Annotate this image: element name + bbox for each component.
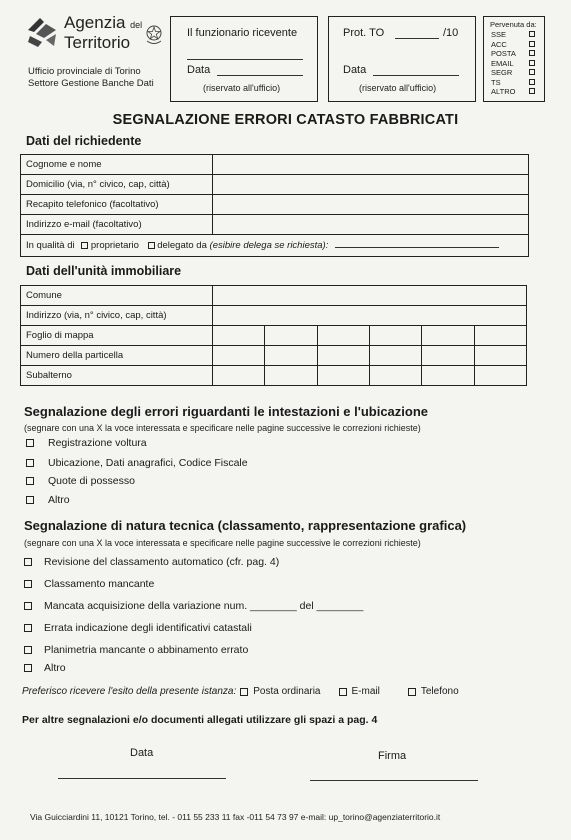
pervenuta-item[interactable]: TS	[491, 78, 535, 88]
foglio-cell[interactable]	[265, 326, 317, 346]
particella-cell[interactable]	[317, 346, 369, 366]
proprietario-label: proprietario	[90, 240, 139, 251]
comune-field[interactable]	[213, 286, 527, 306]
particella-cell[interactable]	[213, 346, 265, 366]
foglio-cell[interactable]	[474, 326, 526, 346]
row-label: Domicilio (via, n° civico, cap, città)	[21, 175, 213, 195]
checkbox[interactable]	[529, 50, 535, 56]
row-label: Subalterno	[21, 366, 213, 386]
table-row	[21, 175, 529, 195]
republic-emblem-icon	[145, 22, 163, 46]
pervenuta-item[interactable]: EMAIL	[491, 59, 535, 69]
altre-segnalazioni-note: Per altre segnalazioni e/o documenti allegati utilizzare gli spazi a pag. 4	[22, 714, 378, 726]
unita-table	[20, 285, 527, 386]
pervenuta-item[interactable]: SEGR	[491, 68, 535, 78]
option-label: Quote di possesso	[48, 475, 135, 487]
subalterno-cell[interactable]	[422, 366, 474, 386]
agency-name: Agenzia del Territorio	[64, 13, 143, 52]
delegato-checkbox[interactable]	[148, 242, 155, 249]
particella-cell[interactable]	[265, 346, 317, 366]
option-mancata-acquisizione[interactable]	[24, 600, 363, 612]
table-row	[21, 235, 529, 257]
checkbox[interactable]	[24, 580, 32, 588]
option-label: Classamento mancante	[44, 578, 155, 590]
pref-telefono[interactable]	[408, 686, 459, 697]
option-label: Planimetria mancante o abbinamento errato	[44, 644, 249, 656]
pervenuta-item[interactable]: SSE	[491, 30, 535, 40]
checkbox[interactable]	[339, 688, 347, 696]
funzionario-data-field[interactable]	[217, 75, 303, 76]
preference-label: Preferisco ricevere l'esito della presente istanza:	[22, 686, 237, 697]
option-quote-possesso[interactable]	[26, 475, 135, 487]
data-label: Data	[130, 747, 154, 759]
pref-email[interactable]	[339, 686, 380, 697]
table-row	[21, 195, 529, 215]
funzionario-data-label: Data	[187, 64, 211, 76]
delegato-field[interactable]	[335, 247, 499, 248]
subalterno-cell[interactable]	[474, 366, 526, 386]
row-label: Indirizzo e-mail (facoltativo)	[21, 215, 213, 235]
option-label: Ubicazione, Dati anagrafici, Codice Fiscale	[48, 457, 248, 469]
prot-reserved-note: (riservato all'ufficio)	[359, 83, 437, 93]
checkbox[interactable]	[529, 41, 535, 47]
option-label: Registrazione voltura	[48, 437, 147, 449]
prot-data-label: Data	[343, 64, 367, 76]
row-label: Foglio di mappa	[21, 326, 213, 346]
checkbox[interactable]	[24, 664, 32, 672]
checkbox[interactable]	[529, 88, 535, 94]
subalterno-cell[interactable]	[213, 366, 265, 386]
page-title: SEGNALAZIONE ERRORI CATASTO FABBRICATI	[112, 112, 459, 128]
pervenuta-title: Pervenuta da:	[490, 20, 537, 29]
qualita-row	[21, 235, 529, 257]
checkbox[interactable]	[26, 459, 34, 467]
subalterno-cell[interactable]	[265, 366, 317, 386]
option-label: Posta ordinaria	[253, 686, 321, 697]
footer-contact: Via Guicciardini 11, 10121 Torino, tel. - 011 55 233 11 fax -011 54 73 97 e-mail: up_torino@agenziaterritorio.it	[30, 812, 441, 822]
pervenuta-item[interactable]: ALTRO	[491, 87, 535, 97]
pref-posta[interactable]	[240, 686, 320, 697]
checkbox[interactable]	[529, 69, 535, 75]
checkbox[interactable]	[24, 624, 32, 632]
option-classamento-mancante[interactable]	[24, 578, 154, 590]
tecnica-note: (segnare con una X la voce interessata e specificare nelle pagine successive le correzioni richieste)	[24, 538, 421, 548]
table-row	[21, 306, 527, 326]
checkbox[interactable]	[529, 31, 535, 37]
intestazioni-heading: Segnalazione degli errori riguardanti le intestazioni e l'ubicazione	[24, 404, 429, 419]
funzionario-box	[170, 16, 318, 102]
prot-data-field[interactable]	[373, 75, 459, 76]
agency-logo-icon	[26, 16, 58, 48]
particella-cell[interactable]	[474, 346, 526, 366]
option-label: Mancata acquisizione della variazione num. ________ del ________	[44, 600, 364, 612]
qualita-label: In qualità di	[26, 240, 75, 251]
checkbox[interactable]	[24, 558, 32, 566]
indirizzo-field[interactable]	[213, 306, 527, 326]
checkbox[interactable]	[408, 688, 416, 696]
checkbox[interactable]	[26, 439, 34, 447]
option-errata-indicazione[interactable]	[24, 622, 252, 634]
row-label: Comune	[21, 286, 213, 306]
checkbox[interactable]	[26, 477, 34, 485]
proprietario-checkbox[interactable]	[81, 242, 88, 249]
funzionario-reserved-note: (riservato all'ufficio)	[203, 83, 281, 93]
checkbox[interactable]	[240, 688, 248, 696]
pervenuta-item[interactable]: POSTA	[491, 49, 535, 59]
richiedente-table	[20, 154, 529, 257]
foglio-cell[interactable]	[369, 326, 421, 346]
foglio-cell[interactable]	[422, 326, 474, 346]
option-label: E-mail	[351, 686, 380, 697]
checkbox[interactable]	[529, 79, 535, 85]
funzionario-title: Il funzionario ricevente	[187, 27, 298, 39]
row-label: Cognome e nome	[21, 155, 213, 175]
checkbox[interactable]	[24, 602, 32, 610]
checkbox[interactable]	[529, 60, 535, 66]
pervenuta-box	[483, 16, 545, 102]
option-label: Revisione del classamento automatico (cfr. pag. 4)	[44, 556, 280, 568]
pervenuta-item[interactable]: ACC	[491, 40, 535, 50]
table-row	[21, 286, 527, 306]
checkbox[interactable]	[26, 496, 34, 504]
option-planimetria[interactable]	[24, 644, 248, 656]
option-ubicazione[interactable]	[26, 457, 248, 469]
option-altro-tecnica[interactable]	[24, 662, 66, 674]
domicilio-field[interactable]	[213, 175, 529, 195]
checkbox[interactable]	[24, 646, 32, 654]
table-row	[21, 326, 527, 346]
preference-row	[22, 686, 481, 697]
delega-note: (esibire delega se richiesta):	[209, 240, 329, 251]
foglio-cell[interactable]	[213, 326, 265, 346]
option-revisione-classamento[interactable]	[24, 556, 279, 568]
intestazioni-note: (segnare con una X la voce interessata e specificare nelle pagine successive le correzioni richieste)	[24, 423, 421, 433]
option-label: Altro	[44, 662, 66, 674]
row-label: Recapito telefonico (facoltativo)	[21, 195, 213, 215]
firma-label: Firma	[378, 750, 407, 762]
subalterno-cell[interactable]	[317, 366, 369, 386]
prot-number-field[interactable]	[395, 38, 439, 39]
row-label: Indirizzo (via, n° civico, cap, città)	[21, 306, 213, 326]
unita-heading: Dati dell'unità immobiliare	[26, 264, 182, 278]
table-row	[21, 155, 529, 175]
table-row	[21, 346, 527, 366]
particella-cell[interactable]	[369, 346, 421, 366]
delegato-label: delegato da	[157, 240, 207, 251]
subalterno-cell[interactable]	[369, 366, 421, 386]
email-field[interactable]	[213, 215, 529, 235]
protocol-box	[328, 16, 476, 102]
option-altro-intestazioni[interactable]	[26, 494, 70, 506]
prot-label: Prot. TO	[343, 27, 385, 39]
option-registrazione-voltura[interactable]	[26, 437, 147, 449]
row-label: Numero della particella	[21, 346, 213, 366]
office-info: Ufficio provinciale di Torino Settore Gestione Banche Dati	[28, 66, 154, 89]
option-label: Telefono	[420, 686, 459, 697]
tecnica-heading: Segnalazione di natura tecnica (classamento, rappresentazione grafica)	[24, 518, 467, 533]
telefono-field[interactable]	[213, 195, 529, 215]
cognome-nome-field[interactable]	[213, 155, 529, 175]
funzionario-signature-line[interactable]	[187, 59, 303, 60]
data-signature-field[interactable]	[58, 778, 226, 779]
table-row	[21, 215, 529, 235]
particella-cell[interactable]	[422, 346, 474, 366]
richiedente-heading: Dati del richiedente	[26, 134, 142, 148]
option-label: Altro	[48, 494, 70, 506]
table-row	[21, 366, 527, 386]
firma-signature-field[interactable]	[310, 780, 478, 781]
foglio-cell[interactable]	[317, 326, 369, 346]
prot-suffix: /10	[443, 27, 459, 39]
option-label: Errata indicazione degli identificativi catastali	[44, 622, 252, 634]
